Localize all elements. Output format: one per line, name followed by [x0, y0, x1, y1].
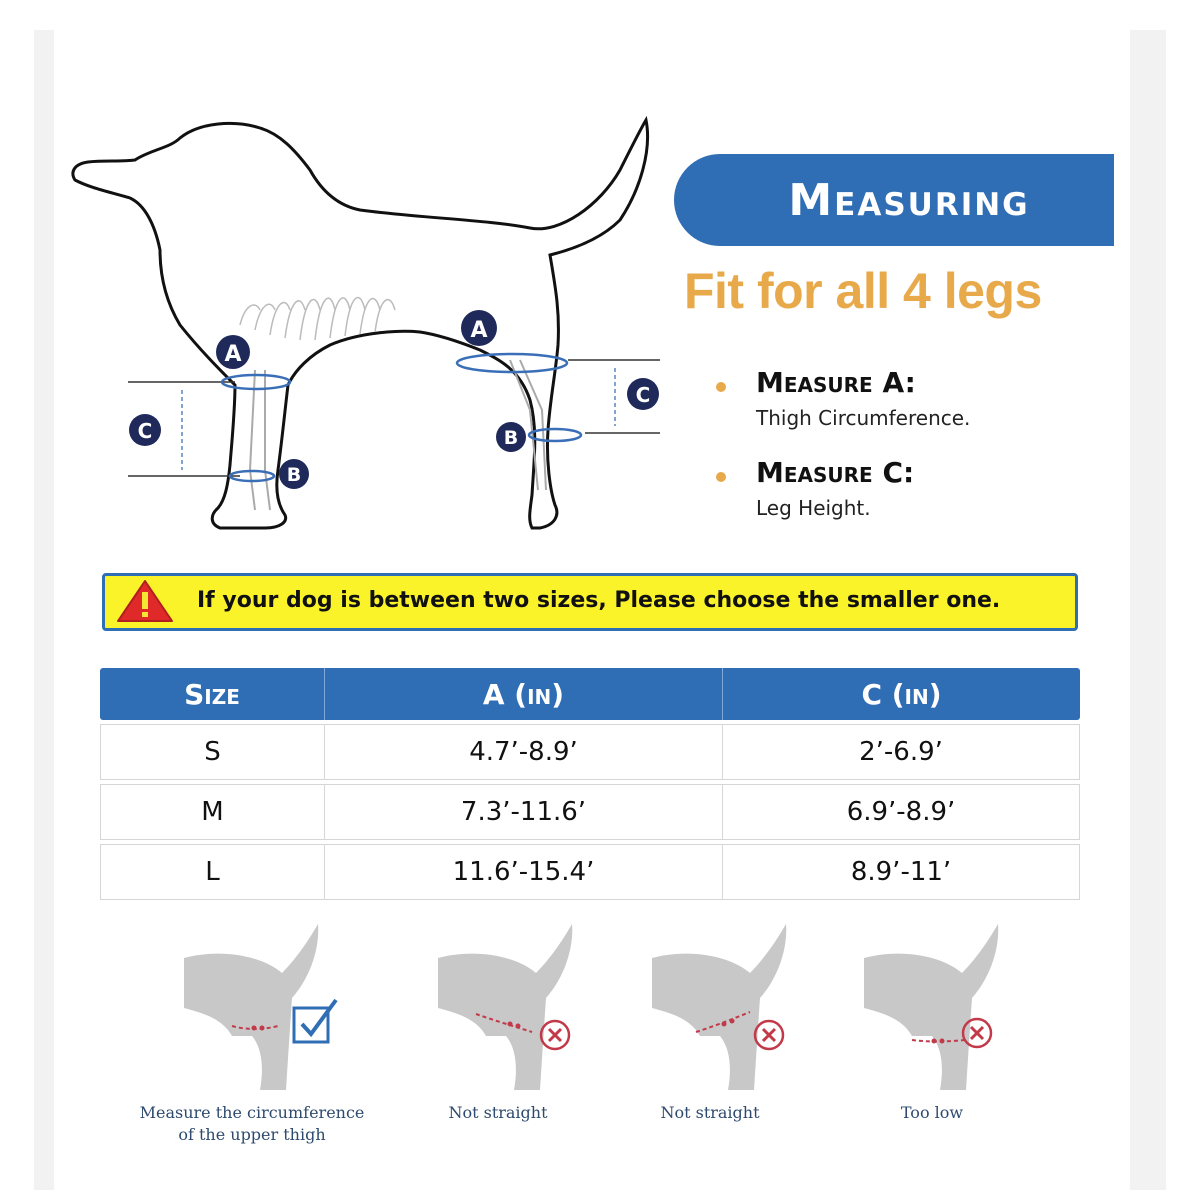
svg-text:A: A: [470, 318, 488, 343]
checkmark-icon: [290, 998, 340, 1046]
example-not-straight-1: [378, 918, 618, 1158]
example-not-straight-2: [590, 918, 830, 1158]
marker-b-front: [279, 459, 309, 489]
header-a: A (in): [324, 668, 722, 720]
measure-c-label: Measure C:: [756, 456, 915, 489]
dog-outline: [73, 120, 648, 528]
svg-text:B: B: [286, 464, 302, 486]
cell-a: 11.6’-15.4’: [324, 844, 722, 900]
example-correct: [132, 918, 372, 1158]
caption-line-1: Measure the circumference: [139, 1103, 365, 1122]
example-caption: [378, 1102, 618, 1124]
example-caption: [590, 1102, 830, 1124]
caption-line-2: of the upper thigh: [178, 1125, 326, 1144]
measuring-banner: [674, 154, 1114, 246]
banner-title: Measuring: [788, 174, 1030, 226]
cross-icon: [752, 1018, 786, 1052]
fit-subtitle: Fit for all 4 legs: [684, 263, 1042, 319]
measure-a-label: Measure A:: [756, 366, 916, 399]
marker-c-rear: [627, 378, 659, 410]
svg-text:C: C: [137, 419, 153, 443]
cell-a: 4.7’-8.9’: [324, 724, 722, 780]
example-caption: [812, 1102, 1052, 1124]
bullet-dot-icon: [716, 382, 726, 392]
cell-c: 2’-6.9’: [722, 724, 1080, 780]
caption-line-1: Too low: [900, 1103, 964, 1122]
dog-measurement-diagram: [60, 110, 700, 550]
measure-a-description: Thigh Circumference.: [756, 406, 971, 430]
header-size: Size: [100, 668, 324, 720]
warning-triangle-icon: [115, 578, 175, 624]
dog-leg-silhouette-icon: [812, 918, 1052, 1098]
size-warning-bar: [102, 573, 1078, 631]
table-row: [100, 784, 1080, 840]
table-row: [100, 724, 1080, 780]
bullet-dot-icon: [716, 472, 726, 482]
dog-leg-silhouette-icon: [378, 918, 618, 1098]
marker-a-front: [216, 335, 250, 369]
example-caption: [132, 1102, 372, 1146]
marker-a-rear: [461, 310, 497, 346]
svg-text:C: C: [635, 383, 651, 407]
svg-text:A: A: [224, 342, 242, 367]
size-chart-table: [100, 664, 1080, 904]
warning-text: If your dog is between two sizes, Please choose the smaller one.: [197, 588, 1001, 613]
cell-size: S: [100, 724, 324, 780]
example-too-low: [812, 918, 1052, 1158]
table-header-row: [100, 668, 1080, 720]
cell-c: 6.9’-8.9’: [722, 784, 1080, 840]
marker-b-rear: [496, 422, 526, 452]
cell-size: L: [100, 844, 324, 900]
marker-c-front: [129, 414, 161, 446]
table-row: [100, 844, 1080, 900]
cross-icon: [960, 1016, 994, 1050]
caption-line-1: Not straight: [448, 1103, 548, 1122]
header-c: C (in): [722, 668, 1080, 720]
svg-text:B: B: [503, 427, 519, 449]
dog-leg-silhouette-icon: [590, 918, 830, 1098]
cell-c: 8.9’-11’: [722, 844, 1080, 900]
cross-icon: [538, 1018, 572, 1052]
cell-a: 7.3’-11.6’: [324, 784, 722, 840]
caption-line-1: Not straight: [660, 1103, 760, 1122]
measure-c-description: Leg Height.: [756, 496, 871, 520]
cell-size: M: [100, 784, 324, 840]
